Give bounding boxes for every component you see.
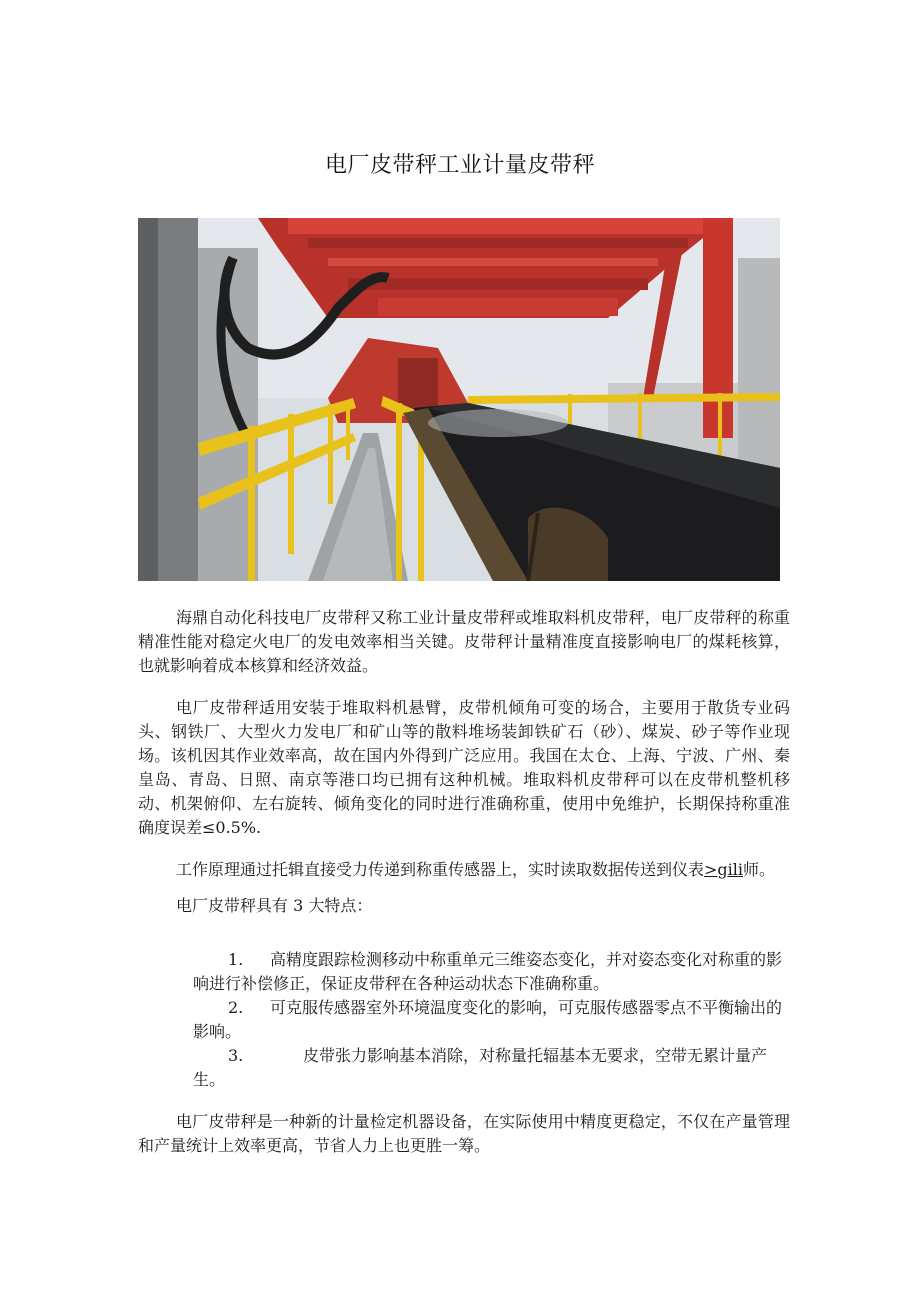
list-item-number: 2. — [228, 998, 244, 1017]
list-item-number: 1. — [228, 950, 244, 969]
list-item — [193, 948, 790, 996]
document-title: 电厂皮带秤工业计量皮带秤 — [324, 153, 595, 178]
list-item — [193, 996, 790, 1044]
document-body — [138, 606, 790, 1176]
list-item-text: 高精度跟踪检测移动中称重单元三维姿态变化，并对姿态变化对称重的影响进行补偿修正，保证皮带秤在各种运动状态下准确称重。 — [193, 950, 783, 993]
list-item — [193, 1044, 790, 1092]
list-item-number: 3. — [228, 1046, 244, 1065]
principle-text: 工作原理通过托辑直接受力传递到称重传感器上，实时读取数据传送到仪表 — [176, 860, 705, 879]
principle-tail: 师。 — [743, 860, 776, 879]
intro-paragraph: 海鼎自动化科技电厂皮带秤又称工业计量皮带秤或堆取料机皮带秤，电厂皮带秤的称重精准性能对稳定火电厂的发电效率相当关键。皮带秤计量精准度直接影响电厂的煤耗核算，也就影响着成本核算和经济效益。 — [138, 608, 790, 675]
features-list — [138, 948, 790, 1092]
conveyor-belt-photo — [138, 218, 780, 581]
list-item-text: 皮带张力影响基本消除，对称量托辐基本无要求，空带无累计量产生。 — [193, 1046, 768, 1089]
closing-paragraph: 电厂皮带秤是一种新的计量检定机器设备，在实际使用中精度更稳定，不仅在产量管理和产量统计上效率更高，节省人力上也更胜一筹。 — [138, 1112, 790, 1155]
features-intro: 电厂皮带秤具有 3 大特点： — [176, 896, 373, 915]
list-item-text: 可克服传感器室外环境温度变化的影响，可克服传感器零点不平衡输出的影响。 — [193, 998, 783, 1041]
principle-underlined-text: >gili — [704, 860, 744, 879]
principle-paragraph — [138, 858, 790, 882]
application-paragraph: 电厂皮带秤适用安装于堆取料机悬臂，皮带机倾角可变的场合，主要用于散货专业码头、钢铁厂、大型火力发电厂和矿山等的散料堆场装卸铁矿石（砂）、煤炭、砂子等作业现场。该机因其作业效率高，故在国内外得到广泛应用。我国在太仓、上海、宁波、广州、秦皇岛、青岛、日照、南京等港口均已拥有这种机械。堆取料机皮带秤可以在皮带机整机移动、机架俯仰、左右旋转、倾角变化的同时进行准确称重，使用中免维护，长期保持称重准确度误差≤0.5%. — [138, 698, 790, 837]
